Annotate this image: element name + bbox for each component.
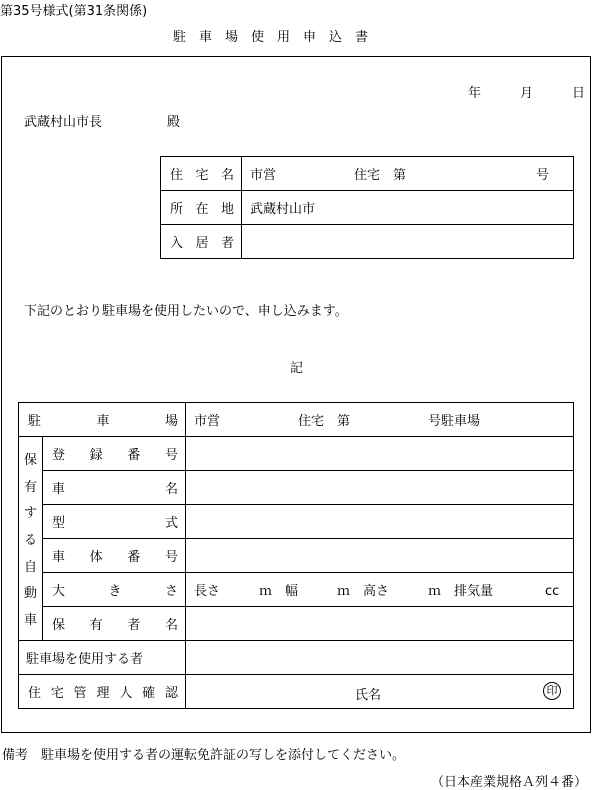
housing-row: [161, 157, 574, 191]
seal-mark: 印: [543, 682, 561, 700]
housing-label-char: 者: [220, 236, 234, 251]
vehicle-group-char: す: [23, 506, 37, 522]
vehicle-label-char: 録: [89, 448, 103, 463]
vehicle-label-char: 型: [52, 516, 66, 531]
vehicle-label-char: 登: [52, 448, 66, 463]
form-number: 第35号様式(第31条関係): [0, 4, 148, 19]
vehicle-label: [43, 580, 185, 599]
parking-label-char: 車: [96, 414, 110, 429]
housing-label-char: 所: [170, 202, 184, 217]
manager-label-char: 理: [96, 686, 110, 701]
vehicle-label: [43, 444, 185, 463]
housing-label-char: 在: [195, 202, 209, 217]
housing-label-char: 宅: [195, 168, 209, 183]
manager-label-char: 認: [164, 686, 178, 701]
vehicle-value-field[interactable]: [186, 539, 574, 573]
vehicle-label-cell: [43, 573, 186, 607]
vehicle-label-char: 有: [89, 618, 103, 633]
vehicle-label: [43, 512, 185, 531]
ki-heading: 記: [290, 361, 304, 376]
user-label-cell: 駐車場を使用する者: [19, 641, 186, 675]
vehicle-value-field[interactable]: [186, 505, 574, 539]
manager-label-char: 人: [119, 686, 133, 701]
manager-label-cell: [19, 675, 186, 709]
housing-table: [160, 156, 574, 259]
vehicle-label-cell: [43, 539, 186, 573]
statement-text: 下記のとおり駐車場を使用したいので、申し込みます。: [24, 304, 348, 319]
vehicle-label: [43, 546, 185, 565]
vehicle-label-char: 式: [164, 516, 178, 531]
vehicle-row: [19, 573, 574, 607]
parking-table: [18, 402, 574, 709]
vehicle-label-cell: [43, 505, 186, 539]
vehicle-row: [19, 539, 574, 573]
manager-signature-field[interactable]: [186, 675, 574, 709]
vehicle-label-char: 名: [164, 482, 178, 497]
parking-label: [19, 410, 185, 429]
vehicle-row: [19, 437, 574, 471]
vehicle-label-char: 車: [52, 482, 66, 497]
vehicle-label-char: 者: [127, 618, 141, 633]
manager-label-char: 管: [73, 686, 87, 701]
housing-value-field[interactable]: 市営 住宅 第 号: [242, 157, 574, 191]
addressee: 武蔵村山市長 殿: [24, 115, 181, 130]
housing-label-cell: [161, 225, 242, 259]
vehicle-label-char: 号: [164, 550, 178, 565]
housing-label-cell: [161, 191, 242, 225]
user-value-field[interactable]: [186, 641, 574, 675]
housing-label: [161, 164, 241, 183]
vehicle-group-char: 自: [23, 559, 37, 575]
parking-row: [19, 403, 574, 437]
vehicle-group-label: [19, 437, 43, 641]
parking-value-field[interactable]: 市営 住宅 第 号駐車場: [186, 403, 574, 437]
vehicle-value-field[interactable]: 長さ ｍ 幅 ｍ 高さ ｍ 排気量 cc: [186, 573, 574, 607]
vehicle-label: [43, 614, 185, 633]
vehicle-group-text: [19, 437, 42, 640]
manager-row: [19, 675, 574, 709]
vehicle-group-char: 有: [23, 479, 37, 495]
vehicle-group-char: 動: [23, 586, 37, 602]
paper-size-note: （日本産業規格Ａ列４番）: [431, 775, 588, 790]
vehicle-label-char: さ: [164, 584, 178, 599]
housing-row: [161, 191, 574, 225]
manager-label-char: 宅: [50, 686, 64, 701]
parking-label-cell: [19, 403, 186, 437]
vehicle-value-field[interactable]: [186, 437, 574, 471]
vehicle-label-char: 番: [127, 550, 141, 565]
vehicle-label-char: 車: [52, 550, 66, 565]
housing-label: [161, 232, 241, 251]
vehicle-row: [19, 607, 574, 641]
name-label: 氏名: [355, 688, 382, 703]
vehicle-label-cell: [43, 607, 186, 641]
vehicle-value-field[interactable]: [186, 607, 574, 641]
vehicle-label-cell: [43, 471, 186, 505]
housing-label-char: 入: [170, 236, 184, 251]
vehicle-label-char: 号: [164, 448, 178, 463]
note-text: 備考 駐車場を使用する者の運転免許証の写しを添付してください。: [2, 748, 406, 763]
housing-value-field[interactable]: 武蔵村山市: [242, 191, 574, 225]
housing-label-cell: [161, 157, 242, 191]
user-row: [19, 641, 574, 675]
vehicle-group-char: る: [23, 532, 37, 548]
vehicle-group-char: 車: [23, 613, 37, 629]
housing-label-char: 居: [195, 236, 209, 251]
housing-label-char: 住: [170, 168, 184, 183]
housing-label-char: 地: [220, 202, 234, 217]
manager-label-char: 住: [28, 686, 42, 701]
housing-label-char: 名: [220, 168, 234, 183]
vehicle-label-cell: [43, 437, 186, 471]
housing-value-field[interactable]: [242, 225, 574, 259]
vehicle-group-char: 保: [23, 452, 37, 468]
document-title: 駐 車 場 使 用 申 込 書: [173, 30, 369, 45]
housing-row: [161, 225, 574, 259]
housing-label: [161, 198, 241, 217]
date-line: 年 月 日: [468, 86, 586, 101]
vehicle-label-char: 大: [52, 584, 66, 599]
manager-label-char: 確: [142, 686, 156, 701]
vehicle-value-field[interactable]: [186, 471, 574, 505]
parking-label-char: 場: [164, 414, 178, 429]
vehicle-label-char: 名: [164, 618, 178, 633]
vehicle-label-char: 体: [89, 550, 103, 565]
vehicle-label-char: 保: [52, 618, 66, 633]
parking-label-char: 駐: [28, 414, 42, 429]
vehicle-row: [19, 505, 574, 539]
vehicle-label-char: 番: [127, 448, 141, 463]
vehicle-row: [19, 471, 574, 505]
vehicle-label-char: き: [108, 584, 122, 599]
manager-label: [19, 682, 185, 701]
vehicle-label: [43, 478, 185, 497]
